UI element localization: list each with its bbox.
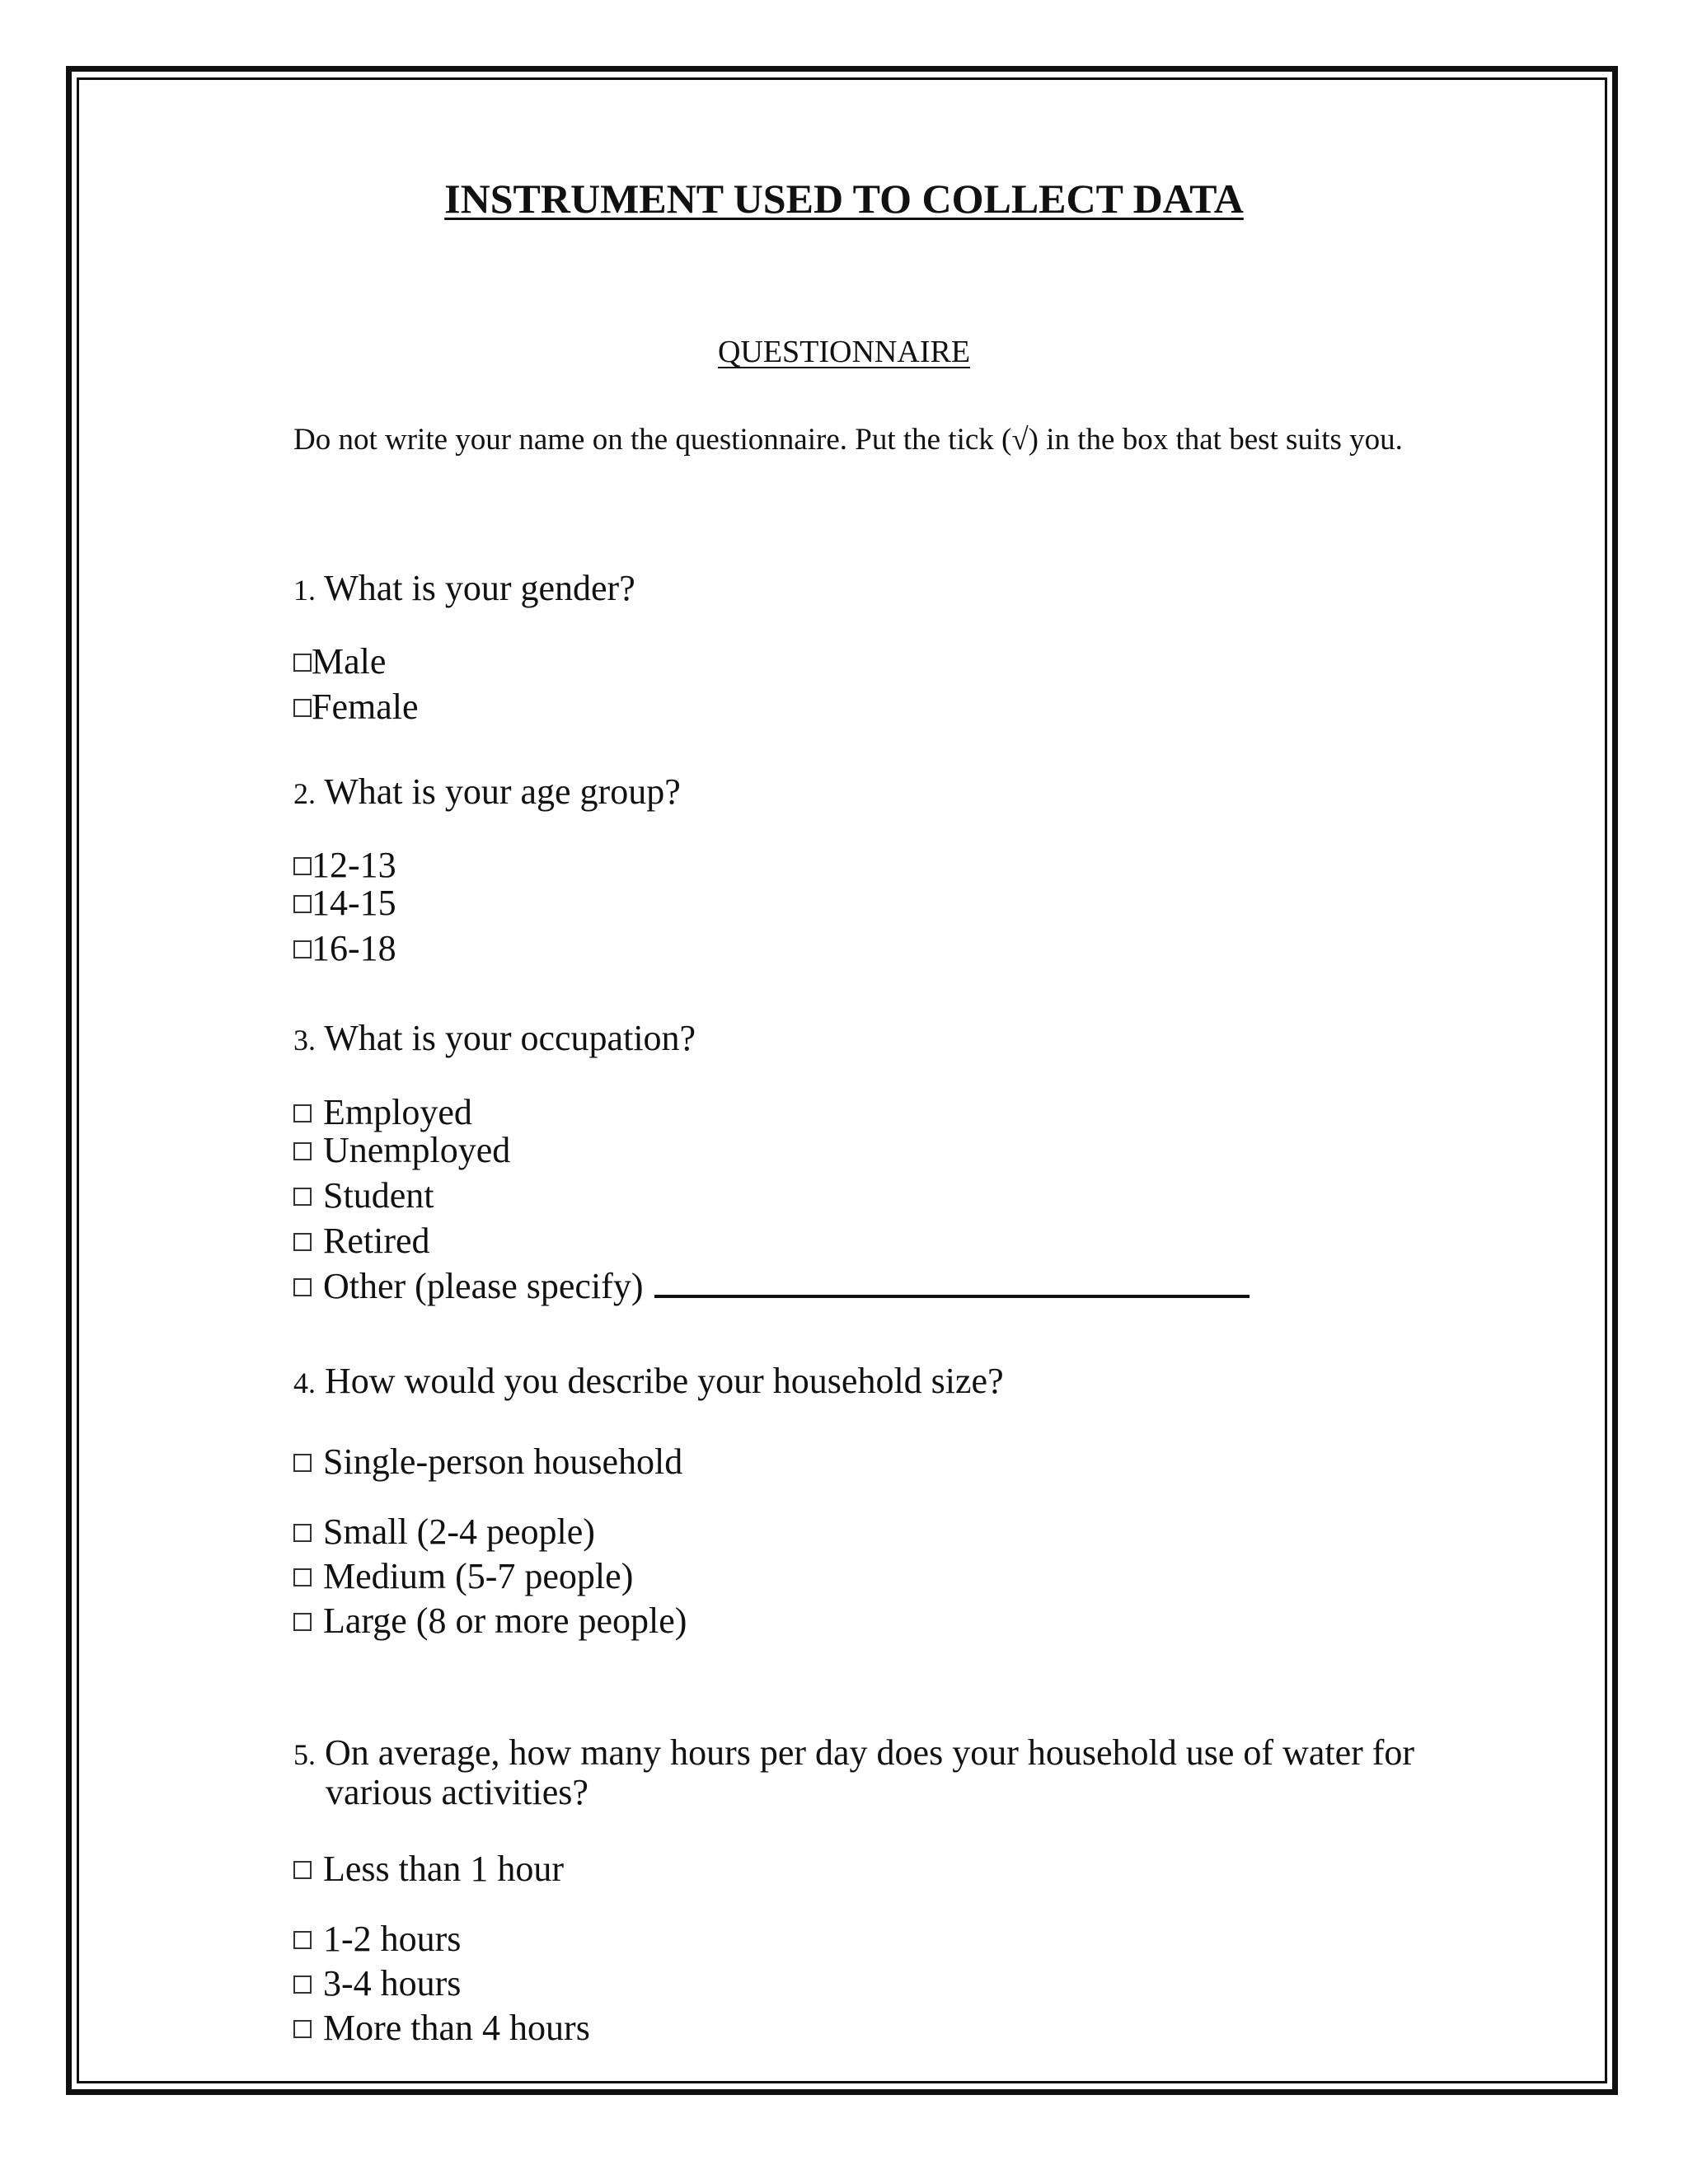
option-label: Large (8 or more people)	[323, 1601, 687, 1641]
option-label: 16-18	[312, 928, 396, 968]
question-text: What is your occupation?	[324, 1018, 696, 1058]
option-age-14-15[interactable]	[293, 882, 396, 924]
question-text: What is your age group?	[324, 771, 681, 812]
option-label: 3-4 hours	[323, 1963, 462, 2004]
instructions-text: Do not write your name on the questionnaire. Put the tick (√) in the box that best suits you.	[293, 423, 1403, 457]
option-label: Male	[312, 641, 387, 682]
checkbox-icon[interactable]	[293, 1931, 312, 1949]
document-title: INSTRUMENT USED TO COLLECT DATA	[444, 176, 1244, 222]
question-4	[293, 1360, 1004, 1402]
checkbox-icon[interactable]	[293, 699, 312, 717]
checkbox-icon[interactable]	[293, 1454, 312, 1472]
checkbox-icon[interactable]	[293, 857, 312, 875]
option-3-4-hours[interactable]	[293, 1962, 461, 2004]
option-label: Student	[323, 1175, 434, 1216]
question-1	[293, 567, 635, 609]
option-less-than-1-hour[interactable]	[293, 1848, 564, 1890]
option-label: Less than 1 hour	[323, 1849, 565, 1889]
option-label: Retired	[323, 1221, 430, 1261]
option-other[interactable]	[293, 1265, 1250, 1307]
question-number: 2.	[293, 777, 316, 810]
checkbox-icon[interactable]	[293, 1568, 312, 1586]
option-label: Unemployed	[323, 1130, 511, 1170]
option-label: Small (2-4 people)	[323, 1511, 595, 1552]
question-number: 4.	[293, 1366, 316, 1399]
option-label: More than 4 hours	[323, 2008, 590, 2048]
option-label: 14-15	[312, 883, 396, 923]
option-label: Other (please specify)	[323, 1266, 644, 1306]
option-label: Female	[312, 687, 419, 727]
question-text: On average, how many hours per day does your household use of water for	[325, 1732, 1415, 1773]
document-subtitle: QUESTIONNAIRE	[717, 335, 971, 369]
question-text: How would you describe your household size?	[325, 1361, 1004, 1401]
checkbox-icon[interactable]	[293, 1278, 312, 1296]
option-female[interactable]	[293, 686, 419, 728]
checkbox-icon[interactable]	[293, 1861, 312, 1879]
option-large[interactable]	[293, 1600, 687, 1642]
question-text: What is your gender?	[324, 568, 635, 608]
checkbox-icon[interactable]	[293, 895, 312, 913]
option-small[interactable]	[293, 1511, 595, 1553]
option-age-12-13[interactable]	[293, 844, 396, 886]
option-retired[interactable]	[293, 1220, 430, 1262]
option-label: Single-person household	[323, 1441, 683, 1482]
question-number: 5.	[293, 1738, 316, 1771]
option-1-2-hours[interactable]	[293, 1918, 461, 1960]
checkbox-icon[interactable]	[293, 1524, 312, 1542]
checkbox-icon[interactable]	[293, 1188, 312, 1206]
checkbox-icon[interactable]	[293, 2020, 312, 2038]
checkbox-icon[interactable]	[293, 1613, 312, 1631]
specify-blank-line[interactable]	[654, 1293, 1250, 1298]
option-label: Employed	[323, 1092, 472, 1132]
option-label: 1-2 hours	[323, 1919, 462, 1959]
option-unemployed[interactable]	[293, 1129, 510, 1171]
checkbox-icon[interactable]	[293, 1104, 312, 1122]
option-more-than-4-hours[interactable]	[293, 2007, 590, 2049]
checkbox-icon[interactable]	[293, 1975, 312, 1994]
question-number: 1.	[293, 574, 316, 607]
question-5	[293, 1734, 1489, 1811]
option-age-16-18[interactable]	[293, 927, 396, 969]
question-3	[293, 1017, 696, 1059]
option-employed[interactable]	[293, 1091, 472, 1133]
checkbox-icon[interactable]	[293, 654, 312, 672]
checkbox-icon[interactable]	[293, 940, 312, 958]
checkbox-icon[interactable]	[293, 1233, 312, 1251]
question-number: 3.	[293, 1024, 316, 1057]
option-label: 12-13	[312, 845, 396, 885]
checkbox-icon[interactable]	[293, 1142, 312, 1160]
option-single-person[interactable]	[293, 1441, 682, 1483]
option-student[interactable]	[293, 1174, 434, 1216]
question-2	[293, 771, 681, 813]
option-medium[interactable]	[293, 1555, 633, 1597]
question-text-continued: various activities?	[326, 1772, 588, 1812]
option-label: Medium (5-7 people)	[323, 1556, 634, 1596]
option-male[interactable]	[293, 640, 386, 682]
